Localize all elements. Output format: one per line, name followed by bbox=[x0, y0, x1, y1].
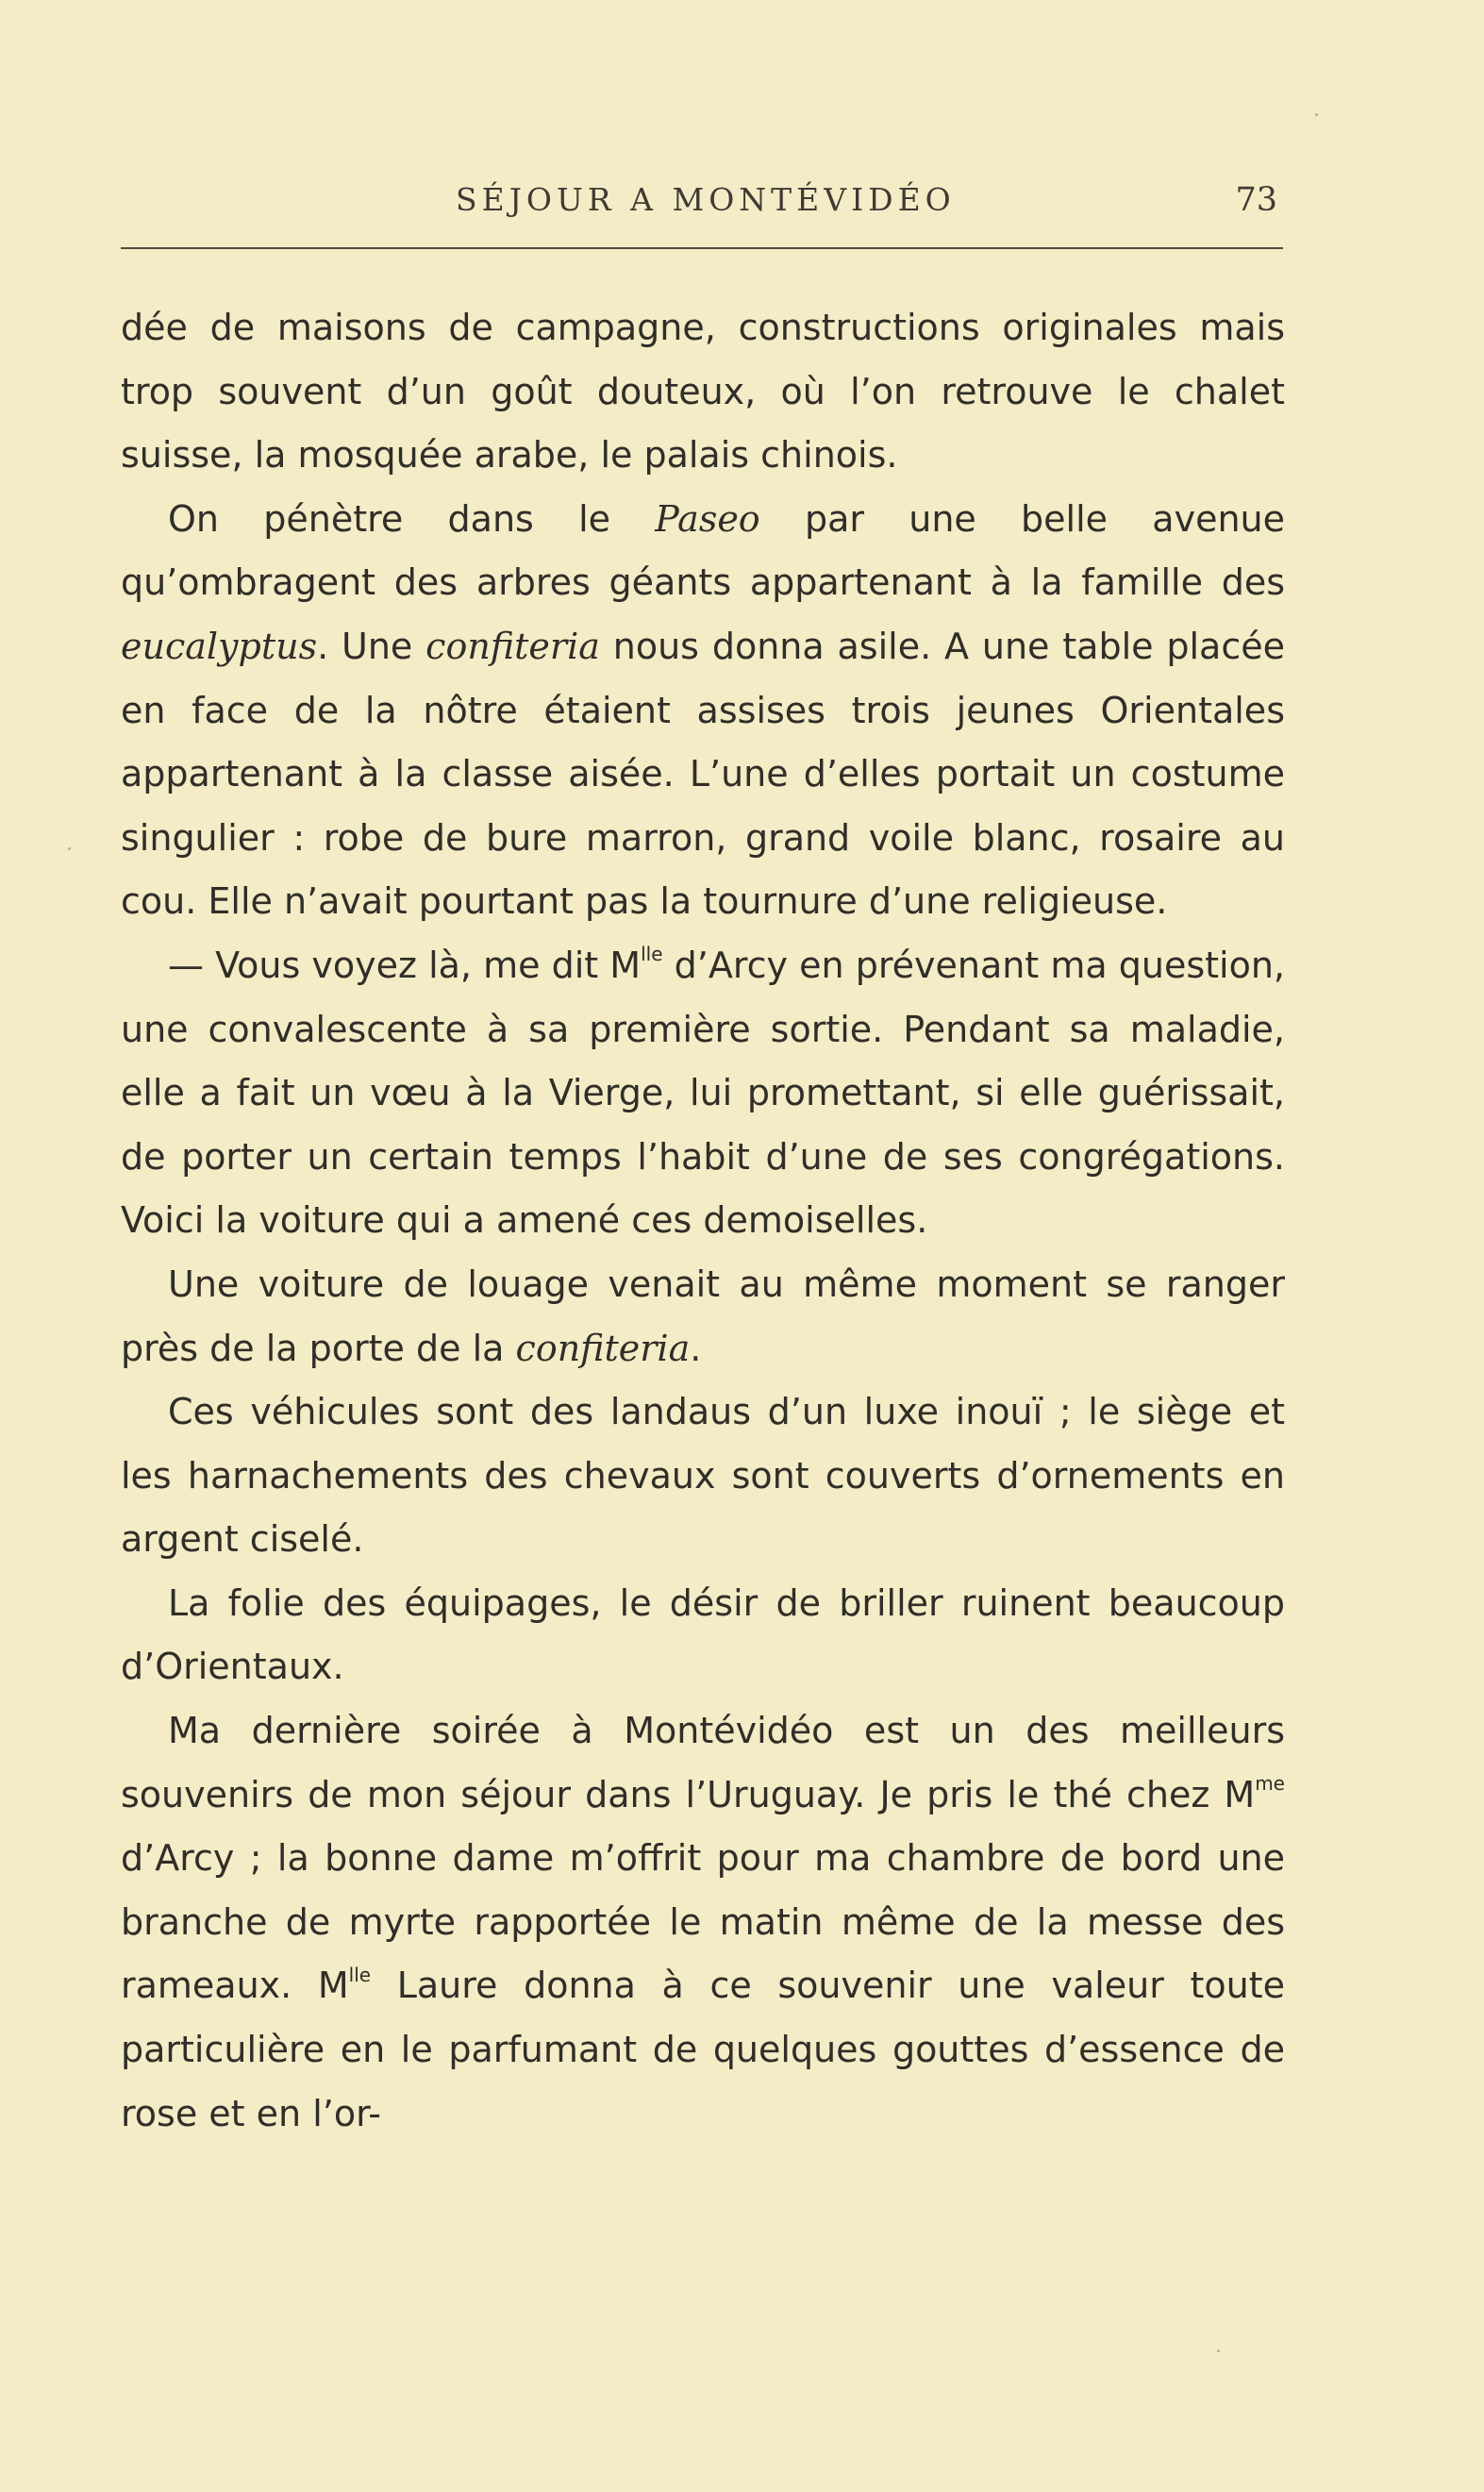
paragraph bbox=[121, 1572, 1285, 1699]
paper-speck bbox=[1315, 113, 1318, 116]
paragraph-text: Ces véhicules sont des landaus d’un luxe inouï ; le siège et les harnachements des chevaux sont couverts d’ornements en argent ciselé. bbox=[121, 1391, 1285, 1561]
paragraph bbox=[121, 296, 1285, 488]
paper-speck bbox=[68, 847, 71, 850]
paragraph-text: par une belle avenue qu’ombragent des arbres géants appartenant à la famille des bbox=[121, 497, 1285, 604]
paragraph-text: . bbox=[690, 1327, 702, 1369]
paragraph-text: d’Arcy ; la bonne dame m’offrit pour ma chambre de bord une branche de myrte rapportée le matin même de la messe des rameaux. M bbox=[121, 1837, 1285, 2007]
superscript: lle bbox=[641, 943, 663, 966]
paragraph-text: Ma dernière soirée à Montévidéo est un des meilleurs souvenirs de mon séjour dans l’Uruguay. Je pris le thé chez M bbox=[121, 1710, 1285, 1815]
page-number: 73 bbox=[1235, 181, 1277, 219]
italic-term: confiteria bbox=[425, 625, 600, 667]
paragraph-text: On pénètre dans le bbox=[168, 497, 656, 540]
italic-term: Paseo bbox=[655, 497, 760, 540]
paragraph-text: d’Arcy en prévenant ma question, une convalescente à sa première sortie. Pendant sa maladie, elle a fait un vœu à la Vierge, lui promettant, si elle guérissait, de porter un certain temps l’habit d’une de ses congrégations. Voici la voiture qui a amené ces demoiselles. bbox=[121, 944, 1285, 1242]
header-rule bbox=[121, 247, 1283, 249]
superscript: me bbox=[1255, 1772, 1285, 1795]
italic-term: confiteria bbox=[515, 1327, 691, 1369]
body-text bbox=[121, 296, 1285, 2146]
paragraph bbox=[121, 488, 1285, 934]
paragraph bbox=[121, 934, 1285, 1253]
paragraph bbox=[121, 1699, 1285, 2146]
paragraph-text: Une voiture de louage venait au même moment se ranger près de la porte de la bbox=[121, 1263, 1285, 1369]
paragraph-text: . Une bbox=[317, 625, 426, 667]
italic-term: eucalyptus bbox=[121, 625, 318, 667]
paragraph bbox=[121, 1253, 1285, 1380]
paragraph-text: nous donna asile. A une table placée en face de la nôtre étaient assises trois jeunes Orientales appartenant à la classe aisée. L’une d’elles portait un costume singulier : robe de bure marron, grand voile blanc, rosaire au cou. Elle n’avait pourtant pas la tournure d’une religieuse. bbox=[121, 625, 1285, 923]
paragraph bbox=[121, 1380, 1285, 1572]
running-title: SÉJOUR A MONTÉVIDÉO bbox=[456, 181, 956, 218]
paragraph-text: dée de maisons de campagne, constructions originales mais trop souvent d’un goût douteux, où l’on retrouve le chalet suisse, la mosquée arabe, le palais chinois. bbox=[121, 307, 1285, 477]
page-header bbox=[121, 168, 1289, 243]
paragraph-text: Laure donna à ce souvenir une valeur toute particulière en le parfumant de quelques gouttes d’essence de rose et en l’or- bbox=[121, 1965, 1285, 2134]
paragraph-text: — Vous voyez là, me dit M bbox=[168, 944, 642, 986]
paragraph-text: La folie des équipages, le désir de briller ruinent beaucoup d’Orientaux. bbox=[121, 1581, 1285, 1688]
superscript: lle bbox=[348, 1963, 372, 1986]
paper-speck bbox=[1217, 2350, 1220, 2352]
